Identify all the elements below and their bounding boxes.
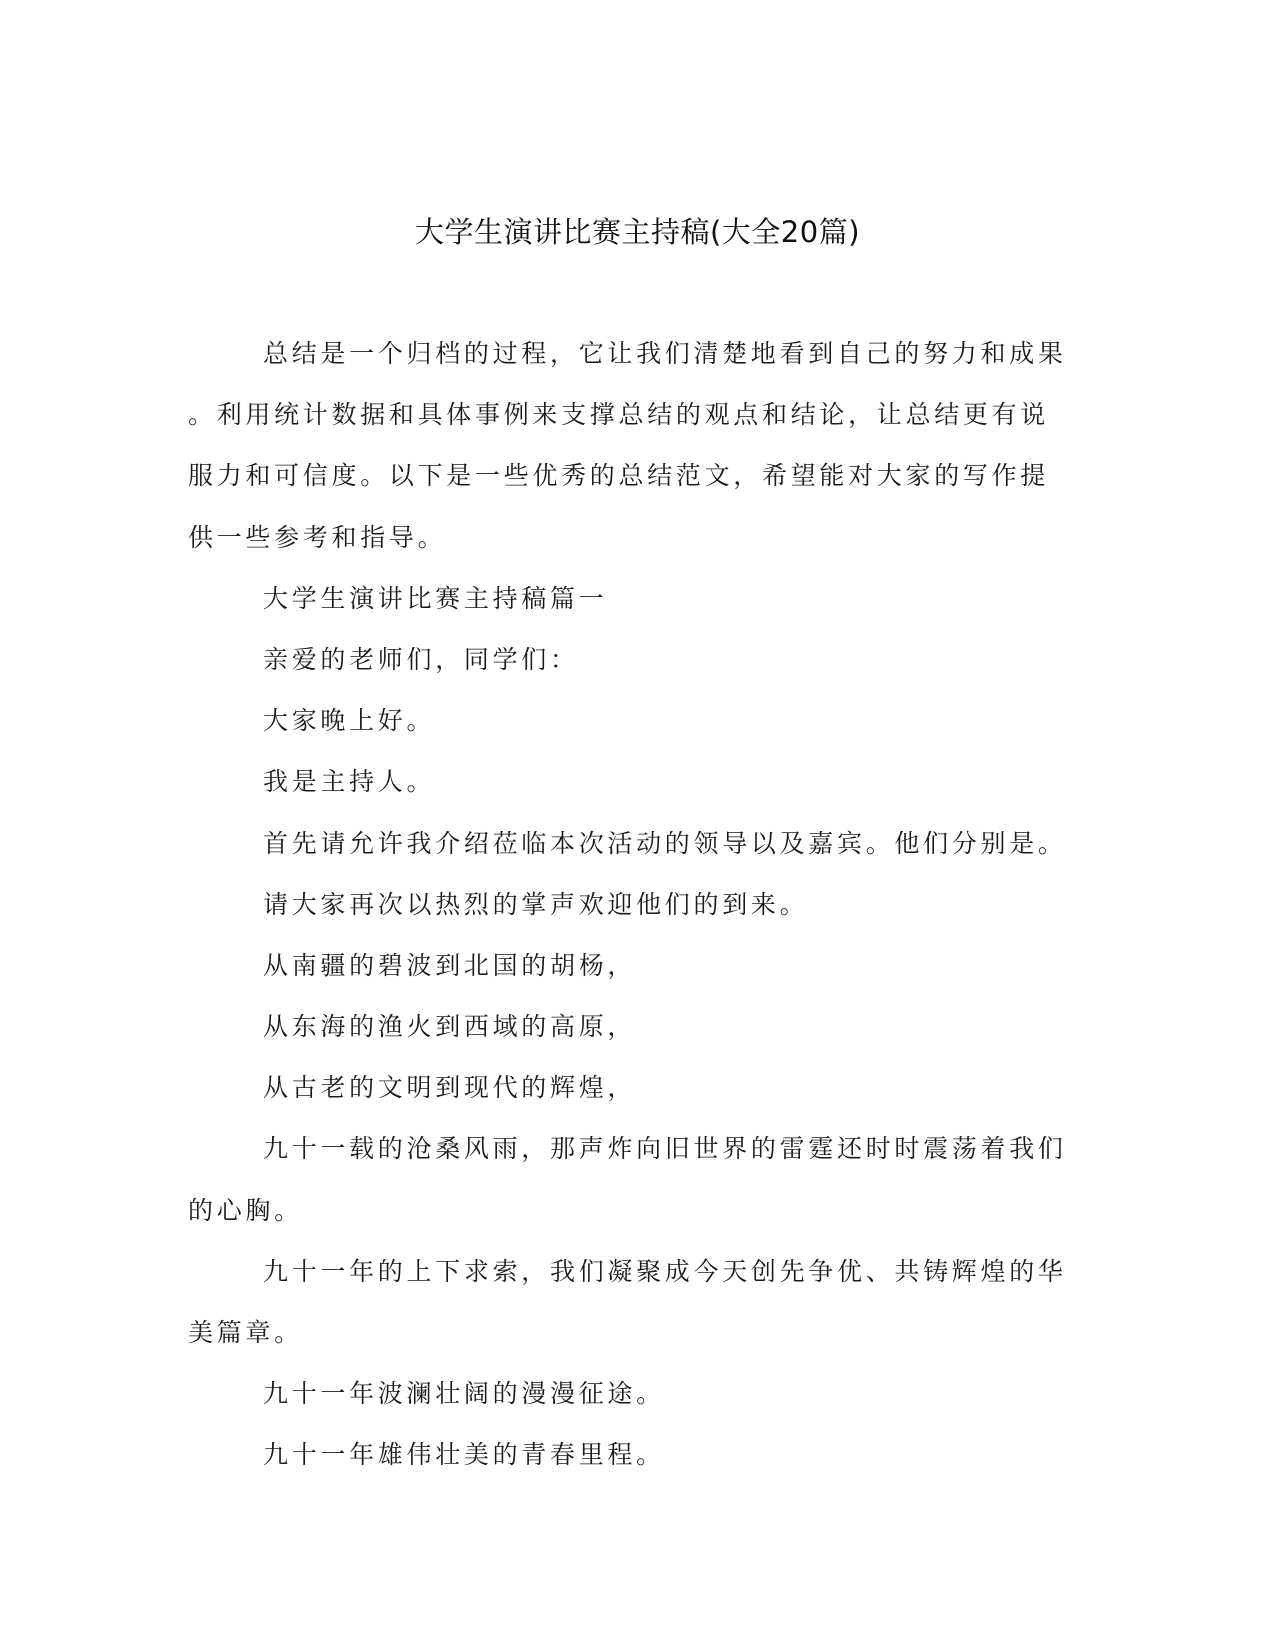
paragraph-line: 亲爱的老师们，同学们： [263, 644, 579, 674]
paragraph-line: 从东海的渔火到西域的高原， [263, 1012, 637, 1042]
paragraph-line: 。利用统计数据和具体事例来支撑总结的观点和结论，让总结更有说 [188, 400, 1050, 430]
paragraph-line: 总结是一个归档的过程，它让我们清楚地看到自己的努力和成果 [263, 339, 1067, 368]
paragraph-line: 美篇章。 [188, 1318, 303, 1347]
paragraph-line: 从古老的文明到现代的辉煌， [263, 1073, 637, 1103]
paragraph-line: 九十一年雄伟壮美的青春里程。 [263, 1440, 665, 1470]
paragraph-line: 我是主持人。 [263, 767, 436, 797]
paragraph-line: 九十一年的上下求索，我们凝聚成今天创先争优、共铸辉煌的华 [263, 1256, 1067, 1286]
paragraph-line: 九十一载的沧桑风雨，那声炸向旧世界的雷霆还时时震荡着我们 [263, 1134, 1067, 1164]
paragraph-line: 供一些参考和指导。 [188, 522, 447, 552]
paragraph-line: 服力和可信度。以下是一些优秀的总结范文，希望能对大家的写作提 [188, 461, 1050, 491]
paragraph-line: 的心胸。 [188, 1195, 303, 1225]
section-heading: 大学生演讲比赛主持稿篇一 [263, 583, 608, 613]
paragraph-line: 请大家再次以热烈的掌声欢迎他们的到来。 [263, 889, 809, 919]
paragraph-line: 从南疆的碧波到北国的胡杨， [263, 950, 637, 980]
document-body [188, 323, 1083, 1486]
document-title: 大学生演讲比赛主持稿(大全20篇) [414, 215, 861, 249]
paragraph-line: 大家晚上好。 [263, 706, 436, 736]
paragraph-line: 首先请允许我介绍莅临本次活动的领导以及嘉宾。他们分别是。 [263, 828, 1067, 858]
paragraph-line: 九十一年波澜壮阔的漫漫征途。 [263, 1379, 665, 1409]
